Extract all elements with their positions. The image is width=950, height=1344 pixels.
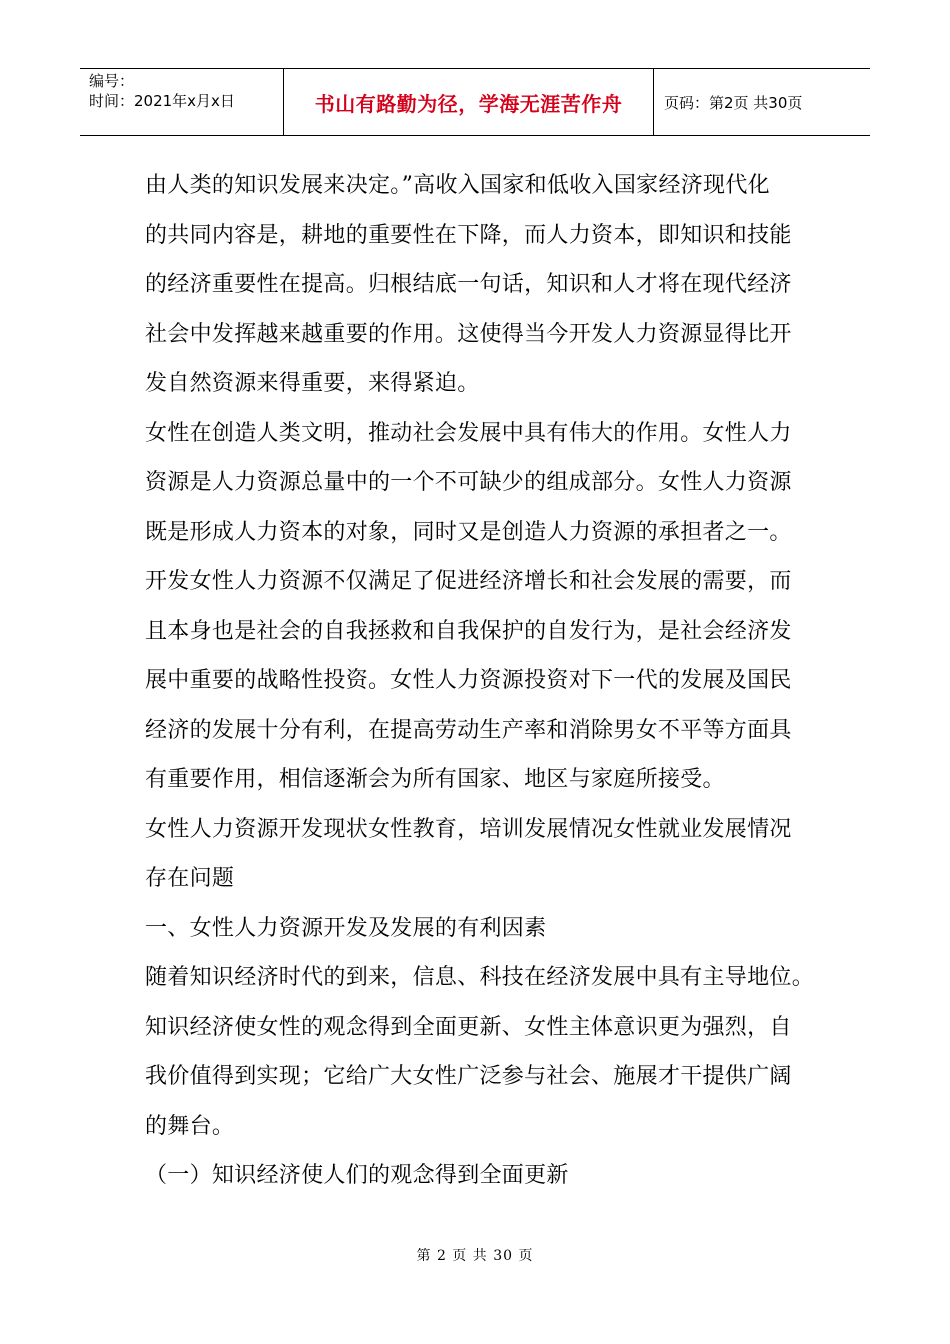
body-line: 资源是人力资源总量中的一个不可缺少的组成部分。女性人力资源 (145, 470, 792, 495)
document-body (145, 161, 825, 1201)
body-line: 的经济重要性在提高。归根结底一句话，知识和人才将在现代经济 (145, 272, 792, 297)
body-line: 由人类的知识发展来决定。”高收入国家和低收入国家经济现代化 (145, 173, 770, 198)
header-meta-cell (80, 69, 284, 135)
body-line: 且本身也是社会的自我拯救和自我保护的自发行为，是社会经济发 (145, 618, 792, 644)
body-line: 社会中发挥越来越重要的作用。这使得当今开发人力资源显得比开 (145, 321, 792, 347)
body-line: 开发女性人力资源不仅满足了促进经济增长和社会发展的需要，而 (145, 569, 792, 594)
body-line: 知识经济使女性的观念得到全面更新、女性主体意识更为强烈，自 (145, 1014, 792, 1040)
body-line: 女性人力资源开发现状女性教育，培训发展情况女性就业发展情况 (145, 816, 792, 842)
body-line: 的共同内容是，耕地的重要性在下降，而人力资本，即知识和技能 (145, 222, 792, 248)
header-motto-cell (284, 69, 654, 135)
document-time-label: 时间：2021年x月x日 (89, 92, 235, 110)
body-line: 有重要作用，相信逐渐会为所有国家、地区与家庭所接受。 (145, 767, 725, 792)
body-line: 女性在创造人类文明，推动社会发展中具有伟大的作用。女性人力 (145, 420, 792, 446)
body-line: 随着知识经济时代的到来，信息、科技在经济发展中具有主导地位。 (145, 965, 815, 990)
document-header (80, 68, 870, 136)
body-line: 的舞台。 (145, 1113, 235, 1139)
body-line: 展中重要的战略性投资。女性人力资源投资对下一代的发展及国民 (145, 668, 792, 693)
header-motto: 书山有路勤为径，学海无涯苦作舟 (314, 91, 623, 116)
section-heading: 一、女性人力资源开发及发展的有利因素 (145, 915, 547, 941)
document-number-label: 编号： (89, 72, 135, 90)
header-page-cell (654, 69, 870, 135)
body-line: 存在问题 (145, 866, 235, 891)
body-line: 我价值得到实现；它给广大女性广泛参与社会、施展才干提供广阔 (145, 1064, 792, 1089)
body-line: 既是形成人力资本的对象，同时又是创造人力资源的承担者之一。 (145, 519, 792, 545)
subsection-heading: （一）知识经济使人们的观念得到全面更新 (145, 1163, 569, 1188)
header-page-info: 页码：第2页 共30页 (664, 93, 803, 112)
body-line: 经济的发展十分有利，在提高劳动生产率和消除男女不平等方面具 (145, 717, 792, 743)
page-footer: 第 2 页 共 30 页 (416, 1248, 534, 1264)
body-line: 发自然资源来得重要，来得紧迫。 (145, 371, 480, 396)
